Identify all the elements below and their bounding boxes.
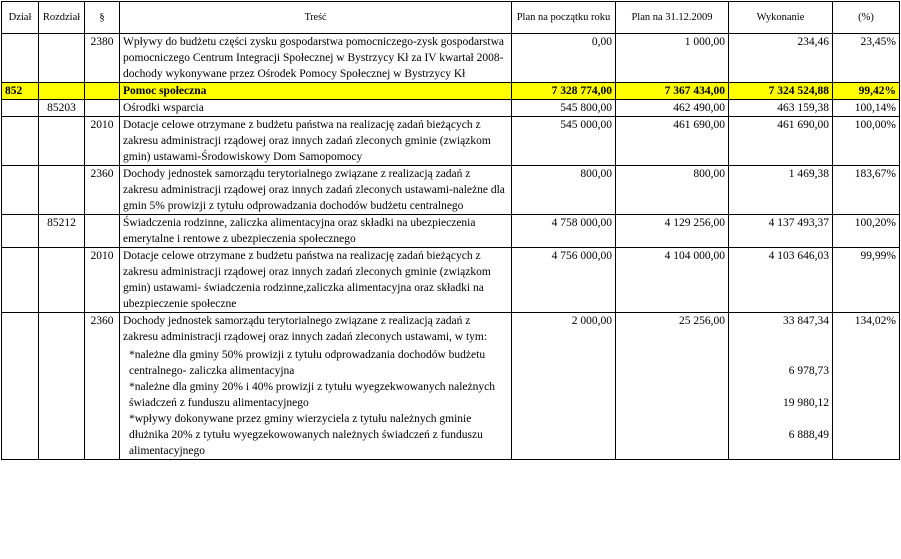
plan-end-cell: 4 104 000,00 (616, 248, 729, 313)
col-wykonanie: Wykonanie (729, 2, 833, 34)
wykonanie-cell (729, 313, 833, 460)
procent-cell: 183,67% (833, 166, 900, 215)
budget-table (1, 1, 900, 460)
procent-cell: 99,42% (833, 83, 900, 100)
paragraf-cell: 2010 (85, 117, 120, 166)
plan-start-cell: 4 758 000,00 (512, 215, 616, 248)
procent-cell: 100,00% (833, 117, 900, 166)
wykonanie-cell: 461 690,00 (729, 117, 833, 166)
col-dzial: Dział (2, 2, 39, 34)
procent-cell: 100,14% (833, 100, 900, 117)
col-plan-end: Plan na 31.12.2009 (616, 2, 729, 34)
plan-start-cell: 0,00 (512, 34, 616, 83)
paragraf-cell: 2360 (85, 313, 120, 460)
procent-cell: 100,20% (833, 215, 900, 248)
rozdzial-cell: 85203 (39, 100, 85, 117)
sub-item-text: *należne dla gminy 20% i 40% prowizji z tytułu wyegzekwowanych należnych świadczeń z funduszu alimentacyjnego (129, 381, 495, 409)
plan-end-cell: 800,00 (616, 166, 729, 215)
tresc-cell: Dotacje celowe otrzymane z budżetu państwa na realizację zadań bieżących z zakresu administracji rządowej oraz innych zadań zleconych gminie (związkom gmin) ustawami-Środowiskowy Dom Samopomocy (120, 117, 512, 166)
plan-end-cell: 4 129 256,00 (616, 215, 729, 248)
table-row-highlighted (2, 83, 900, 100)
wykonanie-cell: 4 103 646,03 (729, 248, 833, 313)
tresc-cell (120, 313, 512, 460)
plan-start-cell: 7 328 774,00 (512, 83, 616, 100)
plan-start-cell: 800,00 (512, 166, 616, 215)
col-rozdzial: Rozdział (39, 2, 85, 34)
col-paragraf: § (85, 2, 120, 34)
wykonanie-cell: 234,46 (729, 34, 833, 83)
procent-cell: 134,02% (833, 313, 900, 460)
tresc-cell: Świadczenia rodzinne, zaliczka alimentacyjna oraz składki na ubezpieczenia emerytalne i rentowe z ubezpieczenia społecznego (120, 215, 512, 248)
sub-item-value: 6 888,49 (788, 429, 829, 441)
rozdzial-cell: 85212 (39, 215, 85, 248)
wykonanie-cell: 463 159,38 (729, 100, 833, 117)
tresc-cell: Dotacje celowe otrzymane z budżetu państwa na realizację zadań bieżących z zakresu administracji rządowej oraz innych zadań zleconych gminie (związkom gmin) ustawami- świadczenia rodzinne,zaliczka alimentacyjna oraz składki na ubezpieczenie społeczne (120, 248, 512, 313)
paragraf-cell: 2380 (85, 34, 120, 83)
table-row (2, 117, 900, 166)
plan-start-cell: 4 756 000,00 (512, 248, 616, 313)
plan-end-cell: 25 256,00 (616, 313, 729, 460)
wykonanie-total: 33 847,34 (783, 315, 829, 327)
wykonanie-cell: 1 469,38 (729, 166, 833, 215)
sub-item-text: *należne dla gminy 50% prowizji z tytułu odprowadzania dochodów budżetu centralnego- zaliczka alimentacyjna (129, 349, 486, 377)
tresc-cell: Dochody jednostek samorządu terytorialnego związane z realizacją zadań z zakresu administracji rządowej oraz innych zadań zleconych ustawami-należne dla gmin 5% prowizji z tytułu odprowadzania dochodów budżetu centralnego (120, 166, 512, 215)
plan-end-cell: 461 690,00 (616, 117, 729, 166)
plan-end-cell: 1 000,00 (616, 34, 729, 83)
plan-end-cell: 7 367 434,00 (616, 83, 729, 100)
tresc-text: Dochody jednostek samorządu terytorialnego związane z realizacją zadań z zakresu administracji rządowej oraz innych zadań zleconych ustawami, w tym: (123, 315, 488, 343)
col-plan-start: Plan na początku roku (512, 2, 616, 34)
table-header-row (2, 2, 900, 34)
plan-end-cell: 462 490,00 (616, 100, 729, 117)
table-row (2, 100, 900, 117)
table-row (2, 215, 900, 248)
procent-cell: 23,45% (833, 34, 900, 83)
wykonanie-cell: 7 324 524,88 (729, 83, 833, 100)
plan-start-cell: 2 000,00 (512, 313, 616, 460)
paragraf-cell: 2010 (85, 248, 120, 313)
paragraf-cell: 2360 (85, 166, 120, 215)
col-tresc: Treść (120, 2, 512, 34)
tresc-cell: Wpływy do budżetu części zysku gospodarstwa pomocniczego-zysk gospodarstwa pomocniczego Centrum Integracji Społecznej w Bystrzycy Kł za IV kwartał 2008-dochody wykonywane przez Ośrodek Pomocy Społecznej w Bystrzycy Kł (120, 34, 512, 83)
tresc-cell: Pomoc społeczna (120, 83, 512, 100)
col-procent: (%) (833, 2, 900, 34)
sub-item-text: *wpływy dokonywane przez gminy wierzyciela z tytułu należnych gminie dłużnika 20% z tytułu wyegzekowowanych należnych świadczeń z funduszu alimentacyjnego (129, 413, 483, 457)
plan-start-cell: 545 800,00 (512, 100, 616, 117)
procent-cell: 99,99% (833, 248, 900, 313)
wykonanie-cell: 4 137 493,37 (729, 215, 833, 248)
table-row (2, 166, 900, 215)
table-row (2, 248, 900, 313)
table-row (2, 34, 900, 83)
tresc-cell: Ośrodki wsparcia (120, 100, 512, 117)
sub-item-value: 19 980,12 (783, 397, 829, 409)
sub-item-value: 6 978,73 (788, 365, 829, 377)
plan-start-cell: 545 000,00 (512, 117, 616, 166)
dzial-cell: 852 (2, 83, 39, 100)
table-row (2, 313, 900, 460)
